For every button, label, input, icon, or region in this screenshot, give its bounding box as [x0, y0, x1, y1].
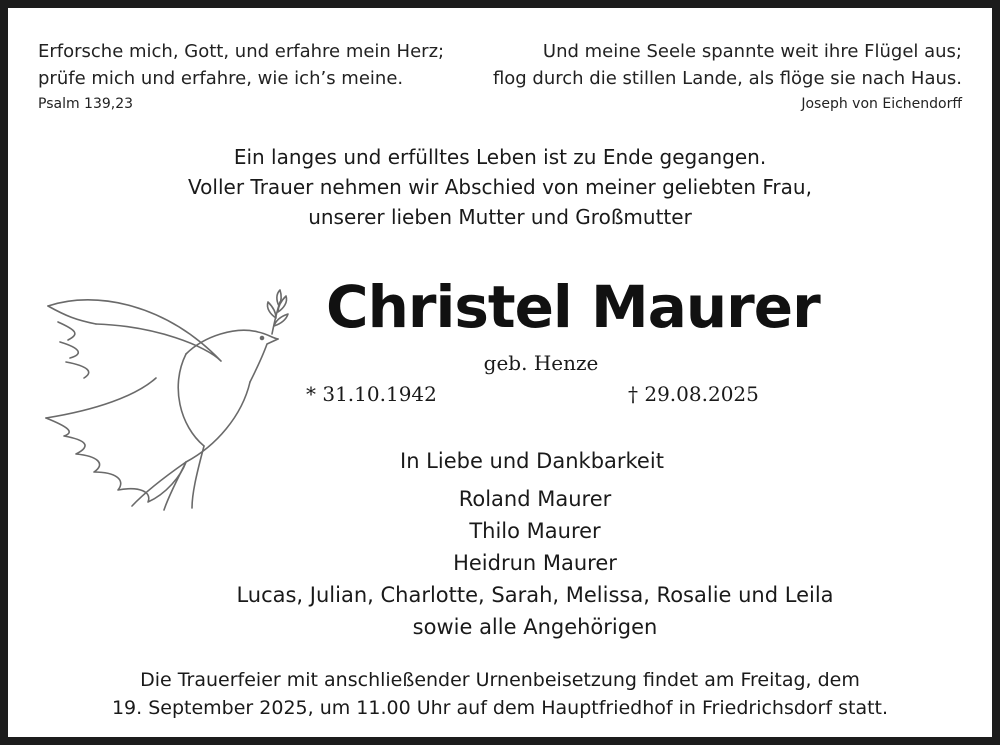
ceremony-line-1: Die Trauerfeier mit anschließender Urnenbeisetzung findet am Freitag, dem [140, 669, 860, 691]
deceased-name: Christel Maurer [326, 273, 820, 341]
intro-text [8, 142, 992, 232]
grandchildren-names: Lucas, Julian, Charlotte, Sarah, Melissa, Rosalie und Leila [236, 583, 834, 607]
ceremony-info [8, 666, 992, 722]
right-quote-line-1: Und meine Seele spannte weit ihre Flügel aus; [542, 41, 962, 62]
intro-line-2: Voller Trauer nehmen wir Abschied von meiner geliebten Frau, [188, 175, 812, 199]
mourner-name: Heidrun Maurer [453, 551, 617, 575]
left-quote [38, 38, 444, 92]
right-quote-source: Joseph von Eichendorff [801, 96, 962, 112]
intro-line-3: unserer lieben Mutter und Großmutter [308, 205, 692, 229]
relatives-line: sowie alle Angehörigen [412, 615, 658, 639]
left-quote-line-2: prüfe mich und erfahre, wie ich’s meine. [38, 68, 404, 89]
ceremony-line-2: 19. September 2025, um 11.00 Uhr auf dem Hauptfriedhof in Friedrichsdorf statt. [111, 697, 889, 719]
dove-with-olive-branch-icon [36, 286, 291, 516]
left-quote-line-1: Erforsche mich, Gott, und erfahre mein Herz; [38, 41, 445, 62]
right-quote-line-2: flog durch die stillen Lande, als flöge sie nach Haus. [492, 68, 962, 89]
birth-date: * 31.10.1942 [306, 382, 437, 406]
maiden-name: geb. Henze [483, 351, 599, 375]
mourner-name: Thilo Maurer [469, 519, 601, 543]
right-quote [493, 38, 962, 92]
mourners-list [8, 483, 992, 643]
death-date: † 29.08.2025 [628, 382, 759, 406]
intro-line-1: Ein langes und erfülltes Leben ist zu Ende gegangen. [233, 145, 767, 169]
left-quote-source: Psalm 139,23 [38, 96, 134, 112]
mourners-heading: In Liebe und Dankbarkeit [400, 449, 664, 473]
mourner-name: Roland Maurer [458, 487, 612, 511]
